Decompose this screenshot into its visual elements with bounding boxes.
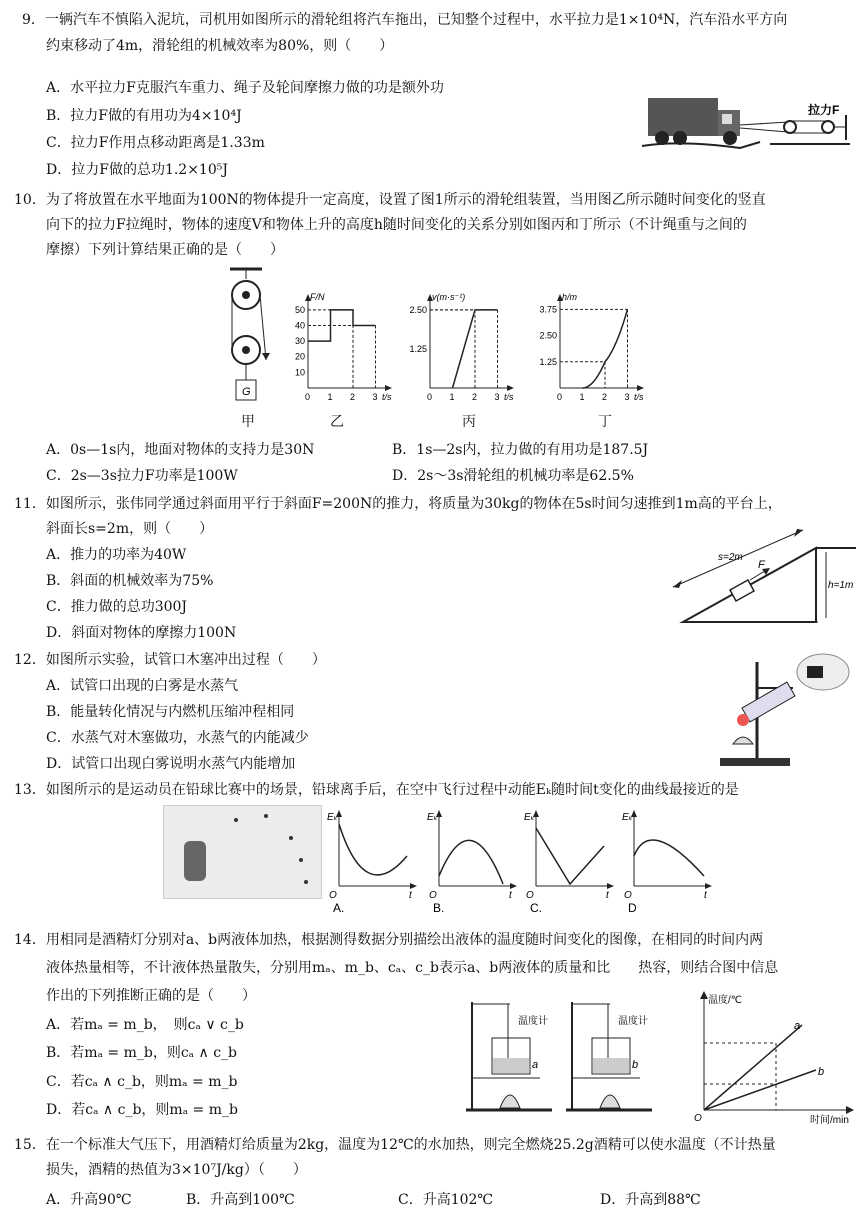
- q14-stem-line3: 作出的下列推断正确的是（ ）: [46, 988, 256, 1004]
- thermometer-label-a: 温度计: [518, 1016, 548, 1027]
- x-tick-label: 1: [449, 392, 455, 402]
- heating-setup-figure: [462, 998, 672, 1116]
- q12-option-a: A．试管口出现的白雾是水蒸气: [46, 678, 239, 694]
- graph-line-a-label: a: [794, 1020, 801, 1032]
- liquid-b-label: b: [632, 1059, 639, 1071]
- ek-graph-d: [620, 806, 716, 916]
- graph-line-b-label: b: [818, 1066, 825, 1078]
- q12-option-c: C．水蒸气对木塞做功，水蒸气的内能减少: [46, 730, 309, 746]
- series-curve: [583, 309, 628, 388]
- incline-figure: [668, 522, 858, 630]
- incline-height-label: h=1m: [828, 580, 854, 591]
- q11-stem-line1: 11．如图所示，张伟同学通过斜面用平行于斜面F=200N的推力，将质量为30kg的物体在5s时间匀速推到1m高的平台上，: [14, 496, 782, 512]
- ek-curve-c: [536, 828, 604, 884]
- y-tick-label: 1.25: [539, 356, 557, 367]
- x-axis-arrow: [705, 883, 712, 889]
- x-tick-label: 0: [557, 392, 563, 402]
- ek-curve-b: [439, 840, 503, 884]
- y-tick-label: 3.75: [539, 304, 557, 315]
- test-tube-figure: [705, 648, 855, 773]
- y-axis-label: h/m: [562, 292, 578, 302]
- ek-curve-a: [339, 824, 407, 875]
- q10-stem-line3: 摩擦）下列计算结果正确的是（ ）: [46, 242, 284, 258]
- q10-stem-line2: 向下的拉力F拉绳时，物体的速度V和物体上升的高度h随时间变化的关系分别如图丙和丁所示（不计绳重与之间的: [46, 217, 747, 233]
- x-axis-arrow: [410, 883, 417, 889]
- ek-axis-label: Eₖ: [622, 812, 633, 823]
- truck-pulley-figure: [640, 90, 860, 160]
- q9-stem-line1: 9．一辆汽车不慎陷入泥坑，司机用如图所示的滑轮组将汽车拖出，已知整个过程中，水平拉力是1×10⁴N，汽车沿水平方向: [22, 12, 788, 28]
- q9-stem-line2: 约束移动了4m，滑轮组的机械效率为80%，则（ ）: [46, 38, 394, 54]
- graph-origin-label: O: [694, 1113, 702, 1124]
- t-axis-label: t: [409, 890, 412, 901]
- q14-option-b: B．若mₐ = m_b，则cₐ ∧ c_b: [46, 1045, 238, 1061]
- q12-option-b: B．能量转化情况与内燃机压缩冲程相同: [46, 704, 295, 720]
- origin-label: O: [526, 890, 534, 901]
- x-axis-label: t/s: [504, 392, 514, 402]
- x-tick-label: 2: [472, 392, 478, 402]
- force-time-chart: [284, 288, 394, 408]
- y-tick-label: 2.50: [409, 304, 427, 315]
- thermometer-label-b: 温度计: [618, 1016, 648, 1027]
- x-tick-label: 3: [624, 392, 630, 402]
- x-tick-label: 0: [305, 392, 311, 402]
- y-tick-label: 1.25: [409, 343, 427, 354]
- q11-stem-line2: 斜面长s=2m，则（ ）: [46, 521, 214, 537]
- q10-option-c: C．2s—3s拉力F功率是100W: [46, 468, 238, 484]
- t-axis-label: t: [509, 890, 512, 901]
- ek-axis-label: Eₖ: [427, 812, 438, 823]
- height-time-chart: [536, 288, 646, 408]
- q9-option-c: C．拉力F作用点移动距离是1.33m: [46, 135, 265, 151]
- q15-stem-line1: 15．在一个标准大气压下，用酒精灯给质量为2kg，温度为12℃的水加热，则完全燃烧25.2g酒精可以使水温度（不计热量: [14, 1137, 776, 1153]
- x-tick-label: 0: [427, 392, 433, 402]
- ek-option-label: A.: [333, 901, 345, 915]
- x-axis-label: t/s: [382, 392, 392, 402]
- q14-option-a: A．若mₐ = m_b， 则cₐ ∨ c_b: [46, 1017, 244, 1033]
- q9-option-b: B．拉力F做的有用功为4×10⁴J: [46, 108, 242, 124]
- origin-label: O: [624, 890, 632, 901]
- liquid-a-label: a: [532, 1059, 539, 1071]
- x-tick-label: 2: [602, 392, 608, 402]
- q14-option-d: D．若cₐ ∧ c_b，则mₐ = m_b: [46, 1102, 238, 1118]
- temperature-time-graph: [690, 985, 865, 1125]
- graph-y-label: 温度/℃: [708, 995, 743, 1006]
- origin-label: O: [329, 890, 337, 901]
- x-axis-arrow: [637, 385, 644, 391]
- q9-option-a: A．水平拉力F克服汽车重力、绳子及轮间摩擦力做的功是额外功: [46, 80, 444, 96]
- t-axis-label: t: [606, 890, 609, 901]
- graph-x-label: 时间/min: [810, 1115, 849, 1125]
- x-axis-arrow: [507, 385, 514, 391]
- q15-option-d: D．升高到88℃: [600, 1192, 701, 1208]
- q14-stem-line2: 液体热量相等，不计液体热量散失，分别用mₐ、m_b、cₐ、c_b表示a、b两液体的质量和比 热容，则结合图中信息: [46, 960, 779, 976]
- q15-option-a: A．升高90℃: [46, 1192, 132, 1208]
- y-axis-label: F/N: [310, 292, 325, 302]
- incline-force-label: F: [758, 559, 765, 571]
- x-tick-label: 3: [494, 392, 500, 402]
- q11-option-a: A．推力的功率为40W: [46, 547, 187, 563]
- x-axis-label: t/s: [634, 392, 644, 402]
- y-tick-label: 2.50: [539, 330, 557, 341]
- q12-option-d: D．试管口出现白雾说明水蒸气内能增加: [46, 756, 296, 772]
- x-axis-arrow: [607, 883, 614, 889]
- q15-stem-line2: 损失，酒精的热值为3×10⁷J/kg）（ ）: [46, 1162, 307, 1178]
- y-tick-label: 50: [294, 304, 305, 315]
- ek-option-label: C.: [530, 901, 542, 915]
- q10-option-d: D．2s～3s滑轮组的机械功率是62.5%: [392, 468, 634, 484]
- x-tick-label: 1: [579, 392, 585, 402]
- q11-option-b: B．斜面的机械效率为75%: [46, 573, 214, 589]
- ek-axis-label: Eₖ: [327, 812, 338, 823]
- truck-force-label: 拉力F: [808, 103, 840, 117]
- fig-label-bing: 丙: [462, 414, 476, 430]
- q13-stem-line1: 13．如图所示的是运动员在铅球比赛中的场景，铅球离手后，在空中飞行过程中动能Eₖ随时间t变化的曲线最接近的是: [14, 782, 739, 798]
- y-tick-label: 10: [294, 367, 305, 378]
- fig-label-jia: 甲: [241, 414, 255, 430]
- origin-label: O: [429, 890, 437, 901]
- y-axis-label: v(m·s⁻¹): [432, 292, 466, 302]
- incline-length-label: s=2m: [718, 552, 743, 563]
- ek-curve-d: [634, 840, 704, 876]
- y-tick-label: 40: [294, 320, 305, 331]
- q11-option-c: C．推力做的总功300J: [46, 599, 188, 615]
- y-tick-label: 30: [294, 336, 305, 347]
- q12-stem-line1: 12．如图所示实验，试管口木塞冲出过程（ ）: [14, 652, 326, 668]
- shot-put-photo: [163, 805, 322, 899]
- x-tick-label: 3: [372, 392, 378, 402]
- q10-option-a: A．0s—1s内，地面对物体的支持力是30N: [46, 442, 315, 458]
- q14-option-c: C．若cₐ ∧ c_b，则mₐ = m_b: [46, 1074, 238, 1090]
- t-axis-label: t: [704, 890, 707, 901]
- q11-option-d: D．斜面对物体的摩擦力100N: [46, 625, 237, 641]
- ek-option-label: B.: [433, 901, 445, 915]
- x-tick-label: 2: [350, 392, 356, 402]
- x-axis-arrow: [385, 385, 392, 391]
- velocity-time-chart: [406, 288, 516, 408]
- ek-graph-c: [522, 806, 618, 916]
- pulley-block-label: G: [242, 386, 251, 398]
- x-axis-arrow: [510, 883, 517, 889]
- q14-stem-line1: 14．用相同是酒精灯分别对a、b两液体加热，根据测得数据分别描绘出液体的温度随时间变化的图像，在相同的时间内两: [14, 932, 764, 948]
- ek-axis-label: Eₖ: [524, 812, 535, 823]
- q10-stem-line1: 10．为了将放置在水平地面为100N的物体提升一定高度，设置了图1所示的滑轮组装置，当用图乙所示随时间变化的竖直: [14, 192, 766, 208]
- x-tick-label: 1: [327, 392, 333, 402]
- ek-graph-b: [425, 806, 521, 916]
- fig-label-ding: 丁: [598, 414, 612, 430]
- ek-graph-a: [325, 806, 421, 916]
- q9-option-d: D．拉力F做的总功1.2×10⁵J: [46, 162, 228, 178]
- y-tick-label: 20: [294, 351, 305, 362]
- fig-label-yi: 乙: [330, 414, 344, 430]
- q15-option-b: B．升高到100℃: [186, 1192, 295, 1208]
- pulley-figure-jia: [222, 265, 272, 410]
- q10-option-b: B．1s—2s内，拉力做的有用功是187.5J: [392, 442, 649, 458]
- ek-option-label: D: [628, 901, 637, 915]
- q15-option-c: C．升高102℃: [398, 1192, 494, 1208]
